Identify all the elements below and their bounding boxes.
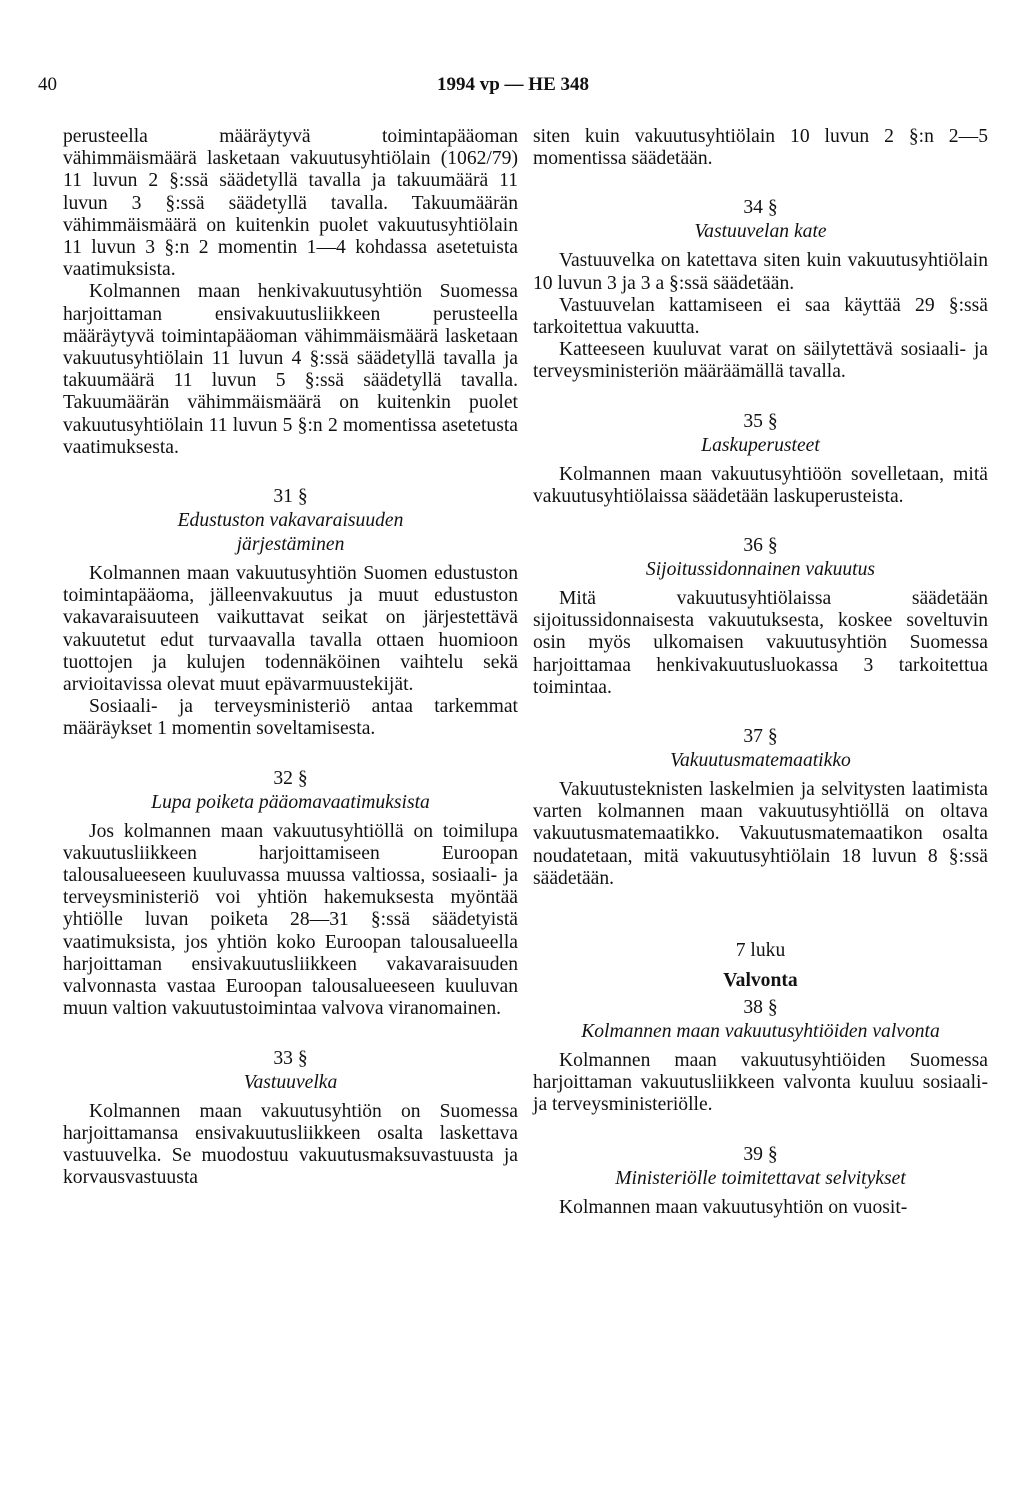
page-header (38, 74, 988, 104)
section-heading-35 (533, 410, 988, 458)
section-title: Laskuperusteet (701, 434, 820, 456)
section-title: Vastuuvelan kate (694, 221, 827, 243)
paragraph: Vastuuvelan kattamiseen ei saa käyttää 29 §:ssä tarkoitettua vakuutta. (533, 294, 988, 339)
section-title: Sijoitussidonnainen vakuutus (645, 559, 876, 581)
section-number: 35 § (743, 410, 778, 432)
paragraph: Vastuuvelka on katettava siten kuin vakuutusyhtiölain 10 luvun 3 ja 3 a §:ssä säädetään. (533, 250, 988, 294)
section-number: 37 § (743, 726, 778, 748)
section-number: 34 § (743, 197, 778, 219)
paragraph: Sosiaali- ja terveysministeriö antaa tarkemmat määräykset 1 momentin soveltamisesta. (63, 696, 518, 740)
section-heading-38 (533, 996, 988, 1044)
section-title: Ministeriölle toimitettavat selvitykset (615, 1167, 906, 1189)
paragraph: Kolmannen maan vakuutusyhtiön on Suomessa harjoittamansa ensivakuutusliikkeen osalta laskettava vastuuvelka. Se muodostuu vakuutusmaksuvastuusta ja korvausvastuusta (63, 1100, 518, 1189)
chapter-heading (533, 936, 988, 996)
section-number: 32 § (273, 767, 308, 789)
chapter-title: Valvonta (723, 970, 798, 992)
section-heading-33 (63, 1047, 518, 1095)
section-number: 31 § (273, 486, 308, 508)
paragraph: Mitä vakuutusyhtiölaissa säädetään sijoitussidonnaisesta vakuutuksesta, koskee soveltuvin osin myös ulkomaisen vakuutusyhtiön Suomessa harjoittamaa henkivakuutusluokassa 3 tarkoitettua toimintaa. (533, 588, 988, 698)
running-head: 1994 vp — HE 348 (436, 74, 590, 95)
section-heading-34 (533, 196, 988, 244)
section-title: Lupa poiketa pääomavaatimuksista (151, 791, 430, 813)
paragraph: Kolmannen maan vakuutusyhtiön Suomen edustuston toimintapääoma, jälleenvakuutus ja muut edustuston vakavaraisuuteen vaikuttavat seikat on järjestettävä vakuutetut edut turvaavalla tavalla ottaen huomioon tuottojen ja kulujen todennäköinen vaihtelu sekä arvioitavissa olevat muut epävarmuustekijät. (63, 563, 518, 696)
paragraph: Jos kolmannen maan vakuutusyhtiöllä on toimilupa vakuutusliikkeen harjoittamiseen Euroopan talousalueeseen kuuluvassa muussa valtiossa, sosiaali- ja terveysministeriö voi yhtiön hakemuksesta myöntää yhtiölle luvan poiketa 28—31 §:ssä säädetyistä vaatimuksista, jos yhtiön koko Euroopan talousalueella harjoittaman ensivakuutusliikkeen vakavaraisuuden valvonnasta vastaa Euroopan talousalueeseen kuuluvan muun valtion vakuutustoimintaa valvova viranomainen. (63, 820, 518, 1020)
section-number: 39 § (743, 1143, 778, 1165)
paragraph: Vakuutusteknisten laskelmien ja selvitysten laatimista varten kolmannen maan vakuutusyhtiöllä on oltava vakuutusmatemaatikko. Vakuutusmatemaatikon osalta noudatetaan, mitä vakuutusyhtiölain 18 luvun 8 §:ssä säädetään. (533, 779, 988, 889)
page-number: 40 (38, 74, 57, 95)
section-heading-37 (533, 725, 988, 773)
paragraph: Kolmannen maan henkivakuutusyhtiön Suomessa harjoittaman ensivakuutusliikkeen perusteella määräytyvä toimintapääoman vähimmäismäärä lasketaan vakuutusyhtiölain 11 luvun 4 §:ssä säädetyllä tavalla ja takuumäärä 11 luvun 5 §:ssä säädetyllä tavalla. Takuumäärän vähimmäismäärä on kuitenkin puolet vakuutusyhtiölain 11 luvun 5 §:n 2 momentissa asetetusta vaatimuksesta. (63, 281, 518, 458)
section-number: 36 § (743, 535, 778, 557)
paragraph: Kolmannen maan vakuutusyhtiöön sovelletaan, mitä vakuutusyhtiölaissa säädetään laskuperusteista. (533, 463, 988, 507)
paragraph: siten kuin vakuutusyhtiölain 10 luvun 2 §:n 2—5 momentissa säädetään. (533, 126, 988, 170)
section-heading-32 (63, 767, 518, 815)
section-title-line: järjestäminen (236, 534, 345, 556)
section-number: 38 § (743, 997, 778, 1019)
section-title: Vakuutusmatemaatikko (670, 750, 851, 772)
paragraph: Kolmannen maan vakuutusyhtiön on vuosit- (559, 1196, 908, 1218)
section-heading-36 (533, 534, 988, 582)
paragraph: Katteeseen kuuluvat varat on säilytettävä sosiaali- ja terveysministeriön määräämällä tavalla. (533, 339, 988, 383)
section-heading-39 (533, 1143, 988, 1191)
paragraph: perusteella määräytyvä toimintapääoman vähimmäismäärä lasketaan vakuutusyhtiölain (1062/79) 11 luvun 2 §:ssä säädetyllä tavalla ja takuumäärä 11 luvun 3 §:ssä säädetyllä tavalla. Takuumäärän vähimmäismäärä on kuitenkin puolet vakuutusyhtiölain 11 luvun 3 §:n 2 momentin 1—4 kohdassa asetetuista vaatimuksista. (63, 126, 518, 281)
section-title (63, 509, 518, 557)
section-title: Kolmannen maan vakuutusyhtiöiden valvonta (581, 1021, 940, 1043)
right-column (533, 126, 988, 1219)
section-title-line: Edustuston vakavaraisuuden (177, 510, 404, 532)
section-title: Vastuuvelka (243, 1071, 338, 1093)
section-heading-31 (63, 485, 518, 557)
paragraph: Kolmannen maan vakuutusyhtiöiden Suomessa harjoittaman vakuutusliikkeen valvonta kuuluu sosiaali- ja terveysministeriölle. (533, 1050, 988, 1116)
chapter-number: 7 luku (735, 940, 786, 962)
left-column (63, 126, 518, 1189)
section-number: 33 § (273, 1047, 308, 1069)
